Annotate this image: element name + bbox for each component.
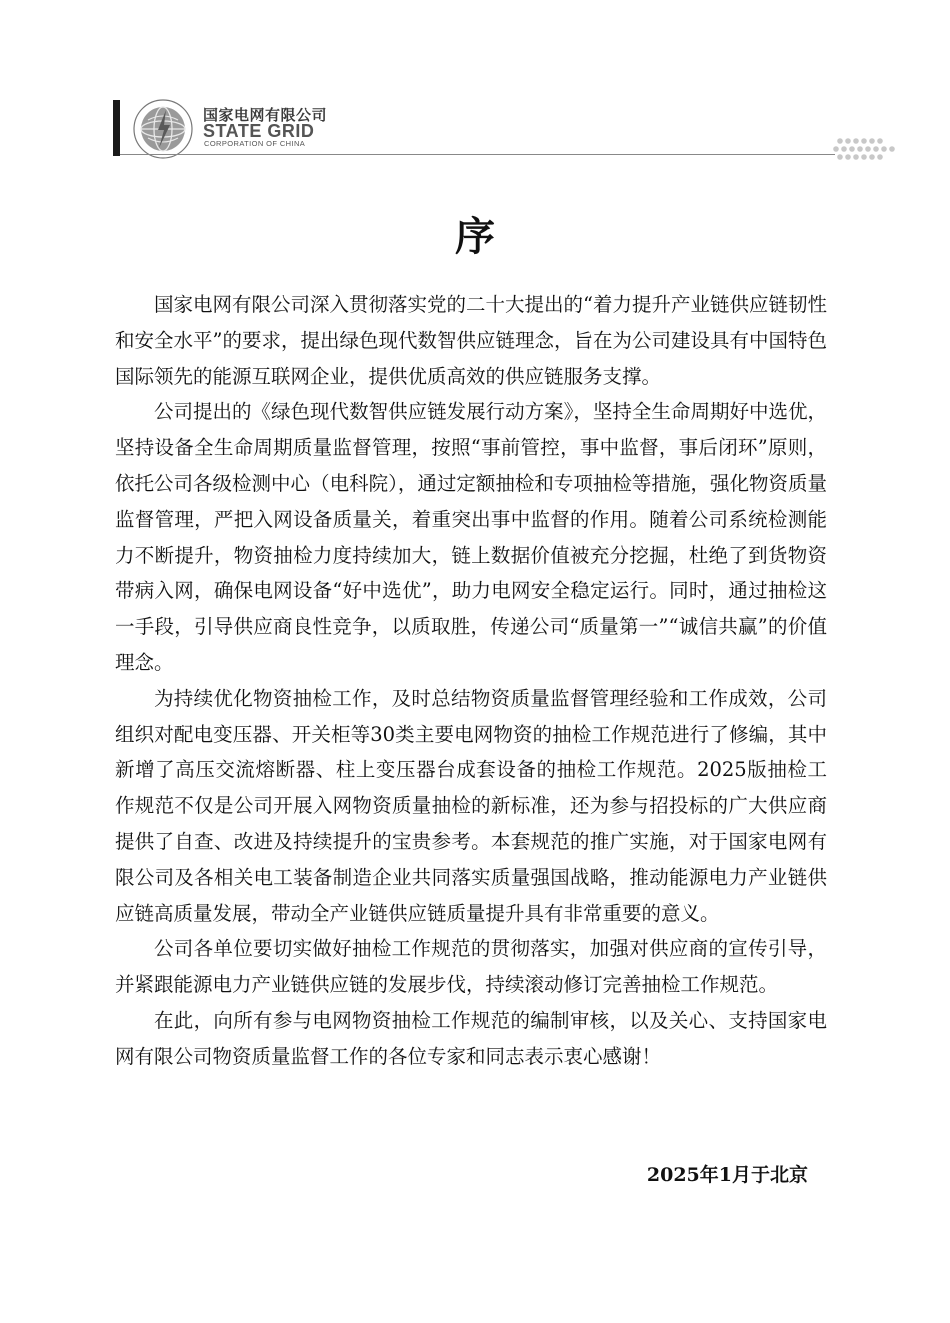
brand-name-cn: 国家电网有限公司 xyxy=(203,106,328,124)
brand-name-en: STATE GRID xyxy=(203,121,315,141)
header-accent-bar xyxy=(113,100,120,156)
decorative-dots-icon xyxy=(830,136,900,162)
signoff-date: 2025年1月于北京 xyxy=(646,1164,808,1186)
paragraph: 国家电网有限公司深入贯彻落实党的二十大提出的“着力提升产业链供应链韧性和安全水平”的要求，提出绿色现代数智供应链理念，旨在为公司建设具有中国特色国际领先的能源互联网企业，提供优质高效的供应链服务支撑。 xyxy=(115,293,827,388)
paragraph: 公司各单位要切实做好抽检工作规范的贯彻落实，加强对供应商的宣传引导，并紧跟能源电力产业链供应链的发展步伐，持续滚动修订完善抽检工作规范。 xyxy=(115,937,827,997)
paragraph: 在此，向所有参与电网物资抽检工作规范的编制审核，以及关心、支持国家电网有限公司物资质量监督工作的各位专家和同志表示衷心感谢！ xyxy=(115,1008,827,1068)
state-grid-emblem-icon xyxy=(132,98,194,160)
paragraph: 为持续优化物资抽检工作，及时总结物资质量监督管理经验和工作成效，公司组织对配电变压器、开关柜等30类主要电网物资的抽检工作规范进行了修编，其中新增了高压交流熔断器、柱上变压器台成套设备的抽检工作规范。2025版抽检工作规范不仅是公司开展入网物资质量抽检的新标准，还为参与招投标的广大供应商提供了自查、改进及持续提升的宝贵参考。本套规范的推广实施，对于国家电网有限公司及各相关电工装备制造企业共同落实质量强国战略，推动能源电力产业链供应链高质量发展，带动全产业链供应链质量提升具有非常重要的意义。 xyxy=(115,686,827,925)
brand-subtitle: CORPORATION OF CHINA xyxy=(204,139,306,148)
paragraph: 公司提出的《绿色现代数智供应链发展行动方案》，坚持全生命周期好中选优，坚持设备全生命周期质量监督管理，按照“事前管控，事中监督，事后闭环”原则，依托公司各级检测中心（电科院），通过定额抽检和专项抽检等措施，强化物资质量监督管理，严把入网设备质量关，着重突出事中监督的作用。随着公司系统检测能力不断提升，物资抽检力度持续加大，链上数据价值被充分挖掘，杜绝了到货物资带病入网，确保电网设备“好中选优”，助力电网安全稳定运行。同时，通过抽检这一手段，引导供应商良性竞争，以质取胜，传递公司“质量第一”“诚信共赢”的价值理念。 xyxy=(115,400,827,674)
header-rule xyxy=(120,154,835,155)
page-title: 序 xyxy=(455,214,495,260)
preface-body xyxy=(115,287,827,1075)
